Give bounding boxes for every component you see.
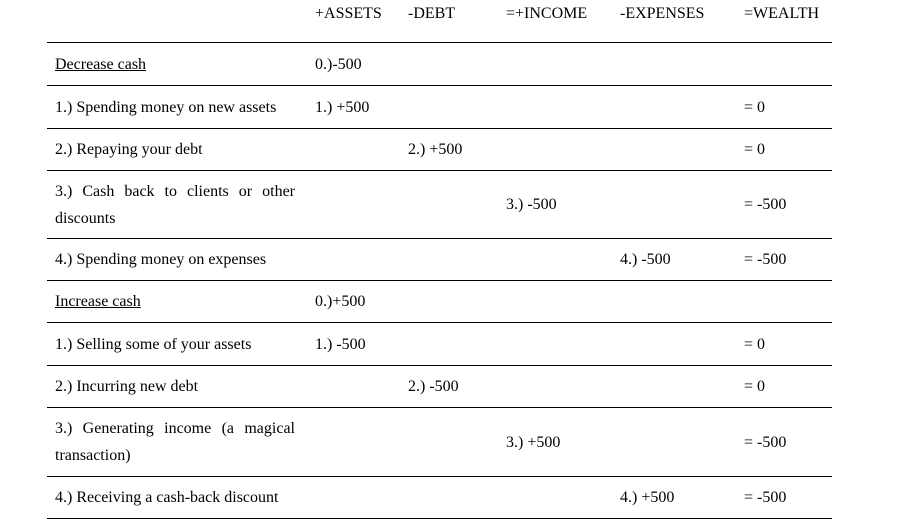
cell-assets: 1.) +500 — [307, 86, 400, 129]
cell-wealth: = -500 — [736, 239, 832, 281]
cell-expenses: 4.) -500 — [612, 239, 736, 281]
cell-wealth — [736, 281, 832, 323]
cell-wealth: = 0 — [736, 86, 832, 129]
cell-income — [498, 239, 612, 281]
cell-wealth: = 0 — [736, 323, 832, 366]
cell-description: 3.) Cash back to clients or other discounts — [47, 171, 307, 239]
cell-debt — [400, 477, 498, 519]
table-row — [47, 129, 832, 171]
table-row — [47, 239, 832, 281]
cell-income: 3.) +500 — [498, 408, 612, 477]
cell-description: 4.) Spending money on expenses — [47, 239, 307, 281]
table-row — [47, 408, 832, 477]
section-heading-increase-cash: Increase cash — [47, 281, 307, 323]
table-row — [47, 323, 832, 366]
cell-assets — [307, 366, 400, 408]
cell-wealth — [736, 43, 832, 86]
cell-assets: 0.)-500 — [307, 43, 400, 86]
cell-debt: 2.) -500 — [400, 366, 498, 408]
cell-debt — [400, 281, 498, 323]
cell-expenses — [612, 86, 736, 129]
cell-debt — [400, 239, 498, 281]
cell-wealth: = -500 — [736, 171, 832, 239]
cell-description: 1.) Selling some of your assets — [47, 323, 307, 366]
cell-assets — [307, 239, 400, 281]
table-row — [47, 477, 832, 519]
cell-wealth: = 0 — [736, 366, 832, 408]
cell-income — [498, 477, 612, 519]
cell-assets — [307, 477, 400, 519]
cell-description: 1.) Spending money on new assets — [47, 86, 307, 129]
cell-assets — [307, 129, 400, 171]
header-expenses: -EXPENSES — [620, 5, 705, 22]
column-headers — [0, 5, 911, 25]
cell-income — [498, 281, 612, 323]
cell-expenses — [612, 43, 736, 86]
header-assets: +ASSETS — [315, 5, 382, 22]
cell-expenses — [612, 171, 736, 239]
cell-income — [498, 366, 612, 408]
cell-expenses — [612, 281, 736, 323]
cell-wealth: = 0 — [736, 129, 832, 171]
header-wealth: =WEALTH — [744, 5, 820, 22]
cell-expenses: 4.) +500 — [612, 477, 736, 519]
cell-debt — [400, 323, 498, 366]
cell-income: 3.) -500 — [498, 171, 612, 239]
table-row — [47, 86, 832, 129]
cell-description: 3.) Generating income (a magical transaction) — [47, 408, 307, 477]
cell-assets: 1.) -500 — [307, 323, 400, 366]
cell-income — [498, 86, 612, 129]
cell-debt — [400, 171, 498, 239]
cell-wealth: = -500 — [736, 477, 832, 519]
table-row — [47, 281, 832, 323]
cell-debt: 2.) +500 — [400, 129, 498, 171]
cell-income — [498, 129, 612, 171]
cell-expenses — [612, 408, 736, 477]
cell-income — [498, 323, 612, 366]
section-heading-decrease-cash: Decrease cash — [47, 43, 307, 86]
cell-assets — [307, 408, 400, 477]
table-row — [47, 43, 832, 86]
cell-expenses — [612, 323, 736, 366]
header-debt: -DEBT — [408, 5, 456, 22]
cell-income — [498, 43, 612, 86]
cell-expenses — [612, 129, 736, 171]
cell-description: 2.) Repaying your debt — [47, 129, 307, 171]
table-row — [47, 366, 832, 408]
cell-expenses — [612, 366, 736, 408]
cash-effects-table — [47, 42, 832, 519]
cell-wealth: = -500 — [736, 408, 832, 477]
cell-debt — [400, 43, 498, 86]
header-income: =+INCOME — [506, 5, 588, 22]
cell-assets — [307, 171, 400, 239]
cell-debt — [400, 86, 498, 129]
table-row — [47, 171, 832, 239]
cell-debt — [400, 408, 498, 477]
cell-assets: 0.)+500 — [307, 281, 400, 323]
cell-description: 4.) Receiving a cash-back discount — [47, 477, 307, 519]
cell-description: 2.) Incurring new debt — [47, 366, 307, 408]
